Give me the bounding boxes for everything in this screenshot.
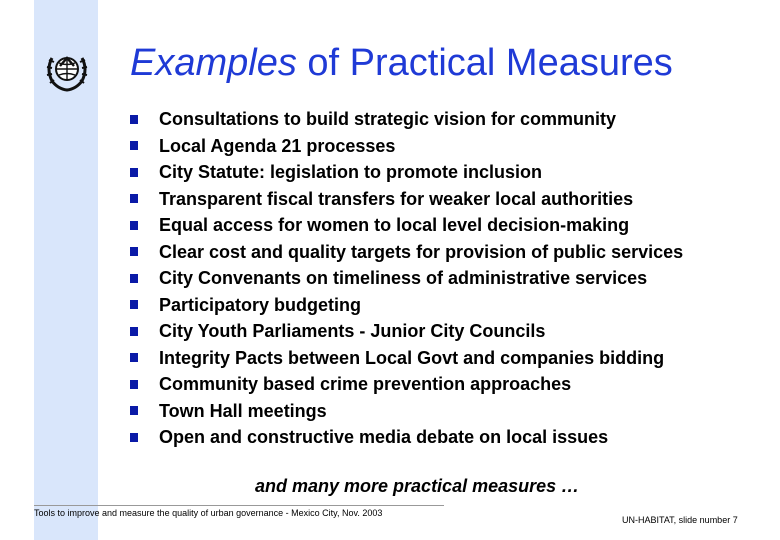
square-bullet-icon [130, 168, 138, 177]
list-item-text: Clear cost and quality targets for provision of public services [159, 241, 684, 262]
list-item-text: Town Hall meetings [159, 400, 327, 421]
list-item [130, 265, 683, 292]
list-item [130, 424, 683, 451]
list-item-text: City Youth Parliaments - Junior City Councils [159, 321, 546, 341]
list-item-text: City Convenants on timeliness of administrative services [159, 268, 648, 288]
list-item-text: Equal access for women to local level decision-making [159, 215, 630, 235]
list-item-text: Open and constructive media debate on local issues [159, 427, 609, 447]
square-bullet-icon [130, 433, 138, 442]
list-item-text: Community based crime prevention approaches [159, 374, 572, 394]
square-bullet-icon [130, 406, 138, 415]
square-bullet-icon [130, 141, 138, 150]
square-bullet-icon [130, 274, 138, 283]
square-bullet-icon [130, 353, 138, 362]
square-bullet-icon [130, 327, 138, 336]
list-item [130, 371, 683, 398]
list-item [130, 239, 683, 266]
list-item [130, 133, 683, 160]
list-item [130, 318, 683, 345]
list-item-text: City Statute: legislation to promote inclusion [159, 162, 543, 182]
list-item-text: Participatory budgeting [159, 294, 362, 315]
slide-title-emphasis: Examples [130, 42, 297, 84]
list-item-text: Consultations to build strategic vision for community [159, 109, 617, 129]
list-item-text: Local Agenda 21 processes [159, 135, 396, 156]
square-bullet-icon [130, 380, 138, 389]
un-habitat-logo-icon [42, 44, 92, 94]
list-item [130, 159, 683, 186]
list-item [130, 345, 683, 372]
list-item [130, 106, 683, 133]
square-bullet-icon [130, 300, 138, 309]
closing-tagline: and many more practical measures … [255, 476, 580, 496]
list-item [130, 186, 683, 213]
footer-slide-number: UN-HABITAT, slide number 7 [622, 515, 738, 525]
list-item-text: Integrity Pacts between Local Govt and companies bidding [159, 347, 665, 368]
square-bullet-icon [130, 194, 138, 203]
square-bullet-icon [130, 247, 138, 256]
square-bullet-icon [130, 115, 138, 124]
list-item [130, 292, 683, 319]
slide-title-rest: of Practical Measures [296, 42, 673, 84]
list-item [130, 212, 683, 239]
footer-event-caption: Tools to improve and measure the quality of urban governance - Mexico City, Nov. 2003 [34, 508, 383, 518]
list-item [130, 398, 683, 425]
slide-title [130, 42, 673, 85]
measures-list [130, 106, 683, 451]
footer-divider [34, 505, 444, 506]
list-item-text: Transparent fiscal transfers for weaker local authorities [159, 188, 634, 209]
square-bullet-icon [130, 221, 138, 230]
